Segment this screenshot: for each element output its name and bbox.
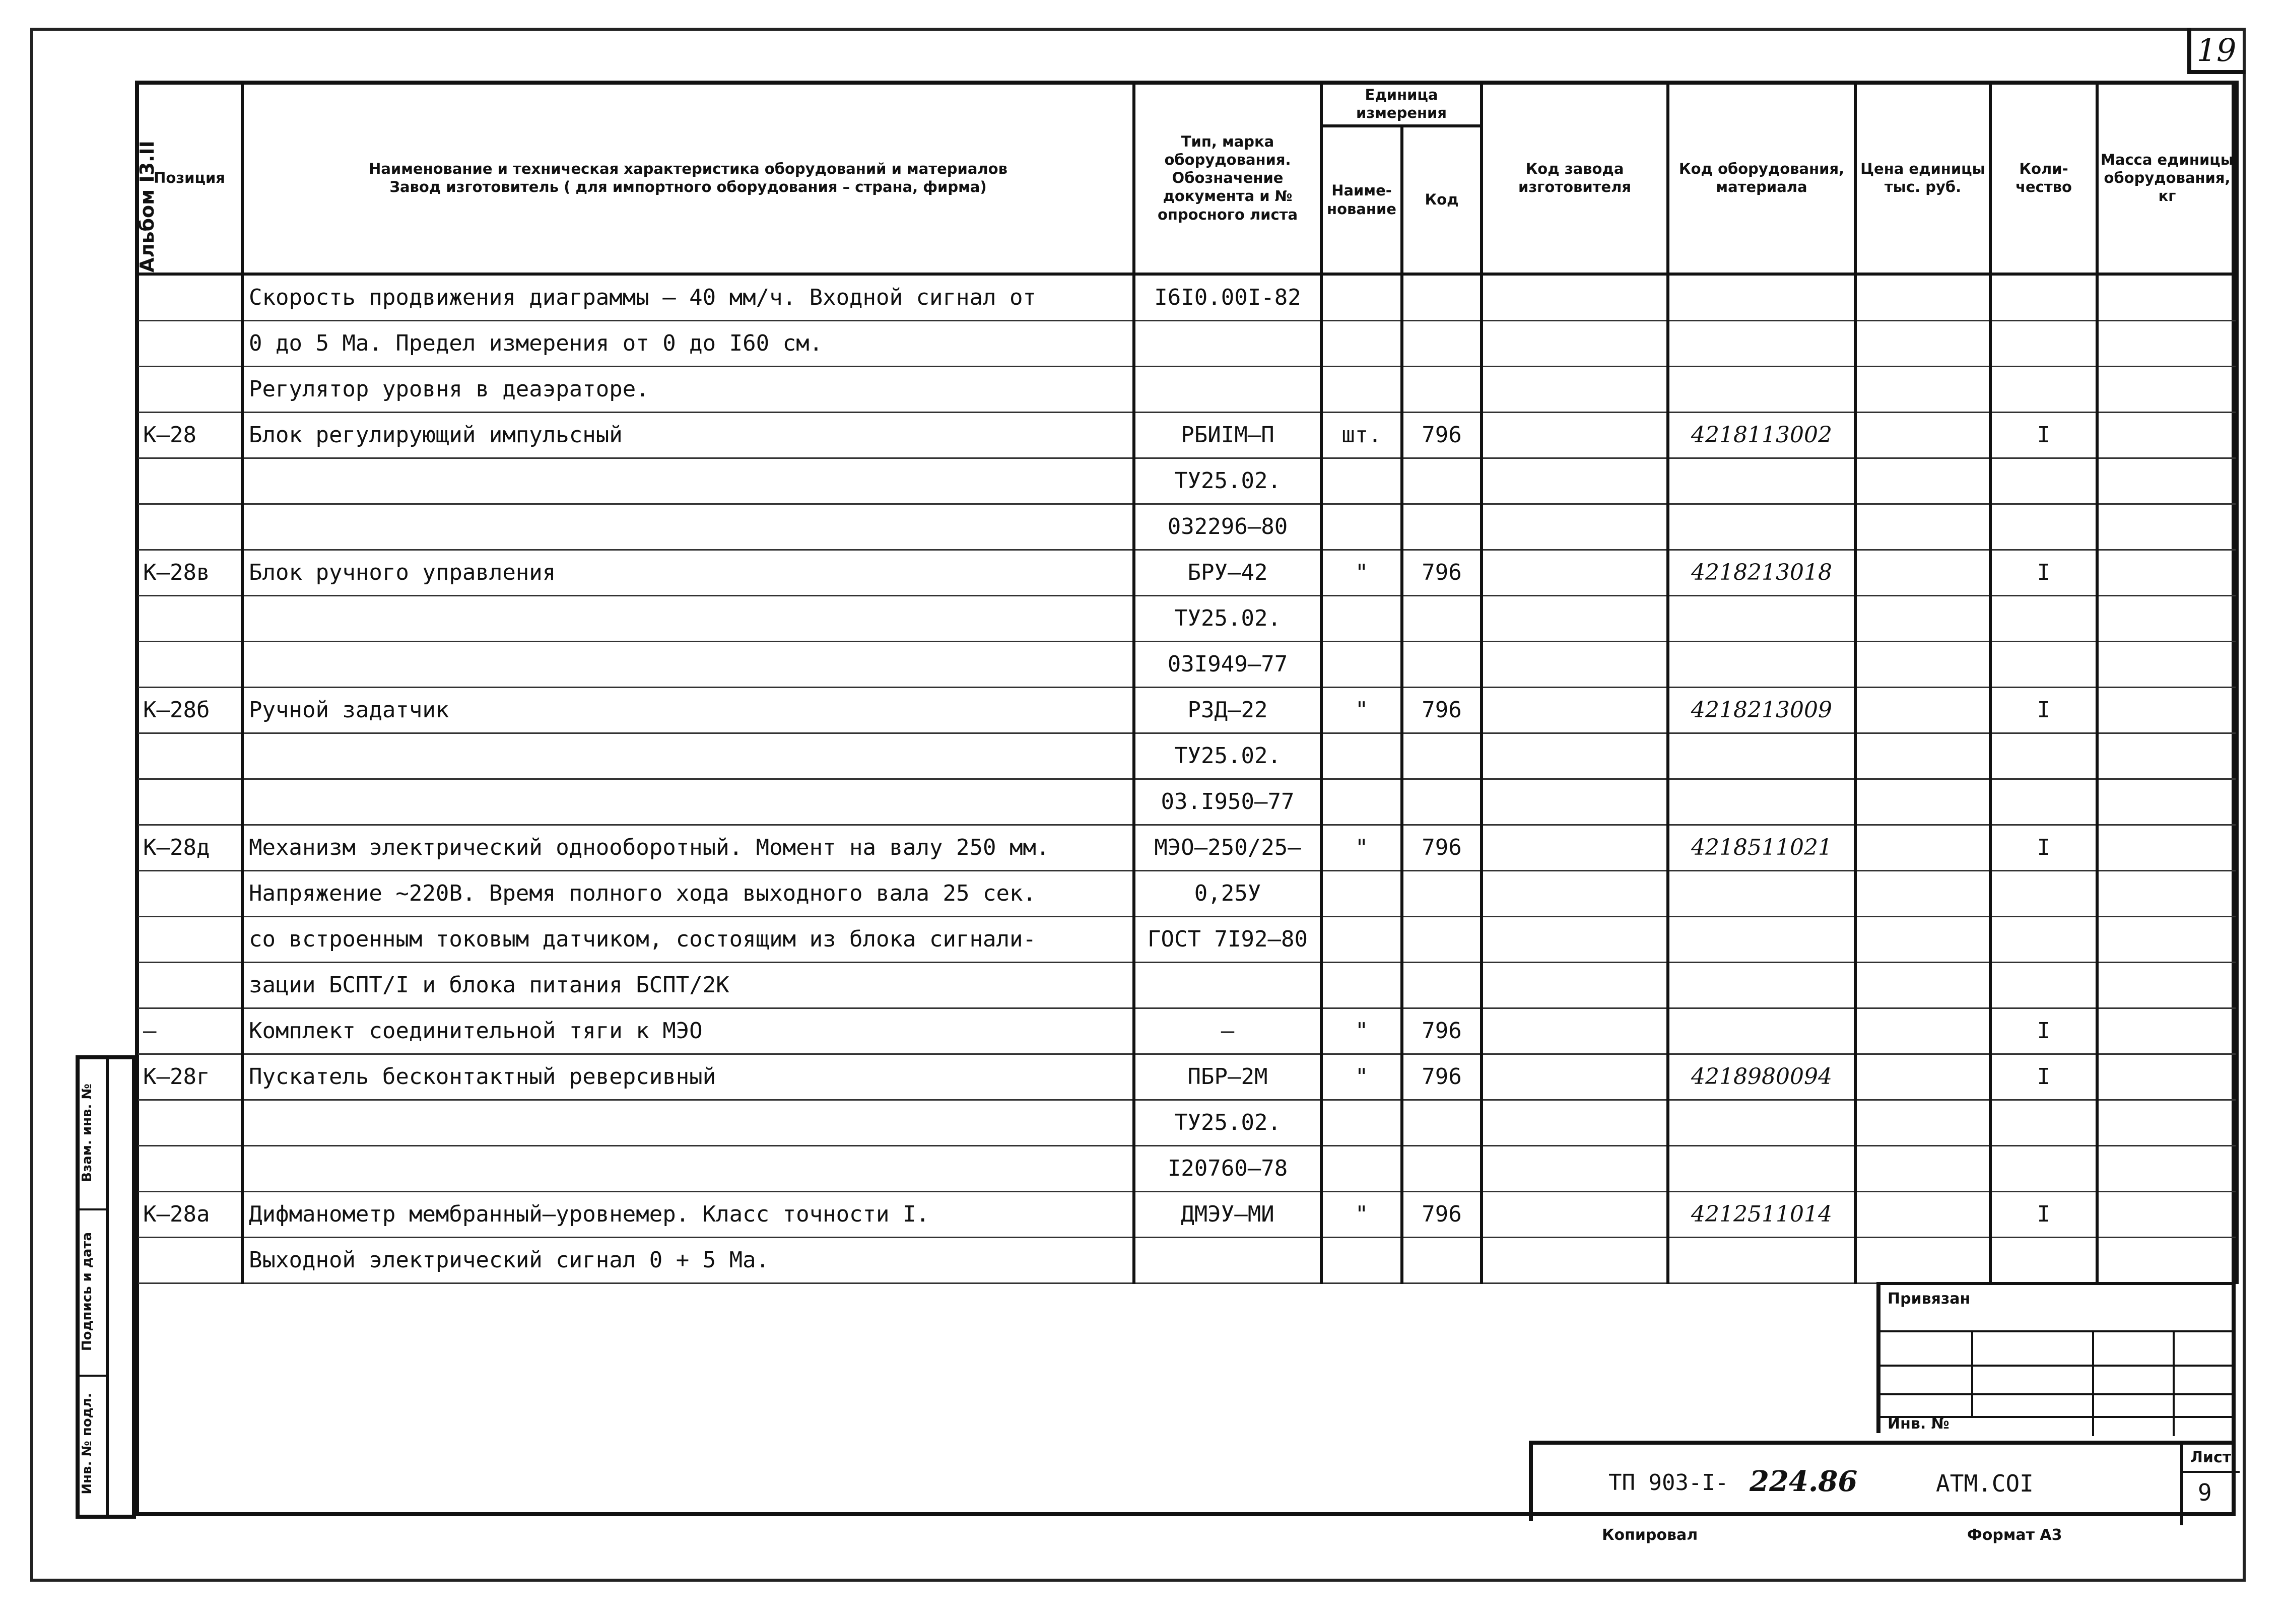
table-row [137,1145,2237,1191]
equipment-code-cell [1668,779,1855,825]
side-cell-podpis [80,1210,106,1377]
factory-code-cell [1482,1237,1668,1283]
name-cell: Блок регулирующий импульсный [242,412,1134,458]
price-cell [1855,1100,1990,1145]
album-label: Альбом I3.II [136,141,158,273]
header-price: Цена единицы тыс. руб. [1855,82,1990,274]
unit-code-cell: 796 [1402,1054,1482,1100]
quantity-cell: I [1990,825,2097,870]
list-number: 9 [2198,1479,2212,1506]
name-cell: Блок ручного управления [242,550,1134,595]
name-cell: Пускатель бесконтактный реверсивный [242,1054,1134,1100]
binding-vline-2 [2092,1330,2094,1436]
type-cell: – [1134,1008,1321,1054]
mass-cell [2097,1145,2237,1191]
price-cell [1855,595,1990,641]
quantity-cell [1990,1100,2097,1145]
doc-code: АТМ.COI [1936,1470,2034,1497]
unit-name-cell [1321,779,1402,825]
factory-code-cell [1482,962,1668,1008]
mass-cell [2097,458,2237,504]
table-row [137,504,2237,550]
unit-name-cell: " [1321,687,1402,733]
equipment-code-cell: 4218511021 [1668,825,1855,870]
type-cell: 032296–80 [1134,504,1321,550]
quantity-cell [1990,916,2097,962]
price-cell [1855,1191,1990,1237]
unit-code-cell [1402,320,1482,366]
factory-code-cell [1482,504,1668,550]
header-position: Позиция [137,82,242,274]
table-row [137,687,2237,733]
price-cell [1855,1054,1990,1100]
doc-number: 224.86 [1750,1465,1858,1498]
equipment-code-cell [1668,641,1855,687]
unit-code-cell: 796 [1402,687,1482,733]
position-cell [137,320,242,366]
equipment-code-cell [1668,320,1855,366]
binding-hline-3 [1880,1393,2236,1395]
equipment-code-cell: 4218213009 [1668,687,1855,733]
factory-code-cell [1482,1100,1668,1145]
equipment-code-cell [1668,458,1855,504]
name-cell: Скорость продвижения диаграммы – 40 мм/ч. Входной сигнал от [242,274,1134,321]
name-cell: Выходной электрический сигнал 0 + 5 Ма. [242,1237,1134,1283]
name-cell [242,733,1134,779]
unit-code-cell [1402,1237,1482,1283]
position-cell [137,1100,242,1145]
price-cell [1855,779,1990,825]
factory-code-cell [1482,458,1668,504]
quantity-cell [1990,458,2097,504]
unit-code-cell [1402,779,1482,825]
price-cell [1855,962,1990,1008]
type-cell: 03I949–77 [1134,641,1321,687]
equipment-code-cell [1668,1145,1855,1191]
position-cell [137,779,242,825]
factory-code-cell [1482,1008,1668,1054]
format-label: Формат А3 [1967,1526,2062,1544]
equipment-code-cell: 4218980094 [1668,1054,1855,1100]
header-mass: Масса единицы оборудования, кг [2097,82,2237,274]
unit-name-cell [1321,962,1402,1008]
unit-code-cell [1402,274,1482,321]
quantity-cell [1990,274,2097,321]
equipment-code-cell [1668,595,1855,641]
quantity-cell: I [1990,687,2097,733]
unit-code-cell [1402,1145,1482,1191]
price-cell [1855,458,1990,504]
binding-vline-3 [2173,1330,2175,1436]
name-cell [242,779,1134,825]
name-cell: Дифманометр мембранный–уровнемер. Класс точности I. [242,1191,1134,1237]
table-row [137,550,2237,595]
quantity-cell [1990,504,2097,550]
type-cell: БРУ–42 [1134,550,1321,595]
header-unit-group: Единица измерения [1321,82,1482,126]
unit-code-cell: 796 [1402,1008,1482,1054]
name-cell: Напряжение ~220В. Время полного хода выходного вала 25 сек. [242,870,1134,916]
table-row [137,1054,2237,1100]
unit-name-cell: " [1321,550,1402,595]
binding-vline-1 [1971,1330,1973,1416]
equipment-code-cell [1668,870,1855,916]
mass-cell [2097,962,2237,1008]
name-cell: со встроенным токовым датчиком, состоящим из блока сигнали- [242,916,1134,962]
copied-label: Копировал [1602,1526,1698,1544]
table-row [137,595,2237,641]
mass-cell [2097,641,2237,687]
name-cell: Регулятор уровня в деаэраторе. [242,366,1134,412]
binding-hline-2 [1880,1365,2236,1367]
unit-code-cell: 796 [1402,550,1482,595]
position-cell [137,733,242,779]
doc-prefix: ТП 903-I- [1608,1470,1729,1496]
table-row [137,870,2237,916]
table-row [137,825,2237,870]
unit-code-cell [1402,733,1482,779]
main-stamp [1529,1441,2236,1521]
name-cell: Ручной задатчик [242,687,1134,733]
mass-cell [2097,1054,2237,1100]
equipment-code-cell [1668,366,1855,412]
name-cell: Механизм электрический однооборотный. Момент на валу 250 мм. [242,825,1134,870]
header-name-line1: Наименование и техническая характеристика оборудований и материалов [369,160,1007,177]
equipment-code-cell: 4218213018 [1668,550,1855,595]
name-cell: зации БСПТ/I и блока питания БСПТ/2К [242,962,1134,1008]
header-quantity: Коли- чество [1990,82,2097,274]
equipment-code-cell: 4218113002 [1668,412,1855,458]
binding-hline-1 [1880,1330,2236,1332]
side-divider [106,1059,109,1515]
mass-cell [2097,733,2237,779]
factory-code-cell [1482,1145,1668,1191]
header-factory-code: Код завода изготовителя [1482,82,1668,274]
side-label-inv: Инв. № подл. [80,1393,95,1495]
position-cell [137,870,242,916]
unit-code-cell [1402,595,1482,641]
inv-no-label: Инв. № [1888,1415,1950,1433]
type-cell [1134,1237,1321,1283]
position-cell [137,1237,242,1283]
price-cell [1855,916,1990,962]
factory-code-cell [1482,366,1668,412]
header-type: Тип, марка оборудования. Обозначение документа и № опросного листа [1134,82,1321,274]
table-row [137,641,2237,687]
quantity-cell [1990,595,2097,641]
type-cell: ГОСТ 7I92–80 [1134,916,1321,962]
header-unit-code: Код [1402,126,1482,274]
quantity-cell: I [1990,1191,2097,1237]
binding-box [1876,1282,2236,1433]
side-stamp [76,1055,136,1519]
header-equipment-code: Код оборудования, материала [1668,82,1855,274]
table-row [137,962,2237,1008]
table-row [137,733,2237,779]
stamp-hline [2180,1471,2240,1473]
unit-name-cell: " [1321,1008,1402,1054]
quantity-cell [1990,870,2097,916]
unit-name-cell [1321,1237,1402,1283]
position-cell: К–28 [137,412,242,458]
equipment-code-cell [1668,916,1855,962]
side-label-vzam: Взам. инв. № [80,1084,95,1182]
table-row [137,412,2237,458]
price-cell [1855,412,1990,458]
unit-name-cell: " [1321,1054,1402,1100]
quantity-cell [1990,962,2097,1008]
type-cell: РБИIМ–П [1134,412,1321,458]
position-cell: К–28в [137,550,242,595]
list-label: Лист [2190,1449,2232,1466]
mass-cell [2097,916,2237,962]
binding-label: Привязан [1888,1290,1971,1308]
mass-cell [2097,825,2237,870]
factory-code-cell [1482,687,1668,733]
equipment-code-cell [1668,1100,1855,1145]
price-cell [1855,825,1990,870]
table-row [137,1237,2237,1283]
equipment-code-cell [1668,274,1855,321]
price-cell [1855,733,1990,779]
type-cell: 0,25У [1134,870,1321,916]
position-cell: К–28д [137,825,242,870]
type-cell: ПБР–2М [1134,1054,1321,1100]
table-row [137,1191,2237,1237]
unit-code-cell [1402,962,1482,1008]
mass-cell [2097,550,2237,595]
quantity-cell: I [1990,412,2097,458]
mass-cell [2097,366,2237,412]
type-cell: РЗД–22 [1134,687,1321,733]
position-cell: К–28б [137,687,242,733]
table-row [137,366,2237,412]
factory-code-cell [1482,595,1668,641]
mass-cell [2097,1100,2237,1145]
factory-code-cell [1482,1191,1668,1237]
name-cell [242,641,1134,687]
price-cell [1855,687,1990,733]
equipment-code-cell [1668,504,1855,550]
unit-name-cell [1321,1100,1402,1145]
equipment-code-cell: 4212511014 [1668,1191,1855,1237]
mass-cell [2097,274,2237,321]
sheet-number: 19 [2196,32,2237,69]
name-cell [242,504,1134,550]
position-cell [137,595,242,641]
name-cell [242,595,1134,641]
equipment-code-cell [1668,962,1855,1008]
table-row [137,274,2237,321]
quantity-cell [1990,641,2097,687]
price-cell [1855,1237,1990,1283]
table-row [137,916,2237,962]
price-cell [1855,274,1990,321]
equipment-code-cell [1668,733,1855,779]
mass-cell [2097,1237,2237,1283]
quantity-cell [1990,733,2097,779]
quantity-cell [1990,1145,2097,1191]
mass-cell [2097,412,2237,458]
table-row [137,779,2237,825]
header-row-1 [137,82,2237,126]
unit-code-cell [1402,870,1482,916]
unit-name-cell: " [1321,825,1402,870]
unit-name-cell [1321,595,1402,641]
name-cell: 0 до 5 Ма. Предел измерения от 0 до I60 см. [242,320,1134,366]
name-cell [242,458,1134,504]
price-cell [1855,504,1990,550]
factory-code-cell [1482,550,1668,595]
type-cell: МЭО–250/25– [1134,825,1321,870]
header-name [242,82,1134,274]
unit-code-cell [1402,1100,1482,1145]
position-cell [137,274,242,321]
type-cell [1134,366,1321,412]
factory-code-cell [1482,870,1668,916]
unit-code-cell: 796 [1402,825,1482,870]
price-cell [1855,1145,1990,1191]
equipment-code-cell [1668,1237,1855,1283]
position-cell [137,504,242,550]
factory-code-cell [1482,412,1668,458]
unit-name-cell [1321,641,1402,687]
mass-cell [2097,1008,2237,1054]
position-cell [137,962,242,1008]
table-row [137,1100,2237,1145]
unit-code-cell: 796 [1402,412,1482,458]
type-cell [1134,320,1321,366]
position-cell: К–28а [137,1191,242,1237]
type-cell: ТУ25.02. [1134,458,1321,504]
header-unit-name: Наиме- нование [1321,126,1402,274]
unit-code-cell [1402,366,1482,412]
factory-code-cell [1482,274,1668,321]
quantity-cell: I [1990,1054,2097,1100]
side-label-podpis: Подпись и дата [80,1232,95,1351]
unit-code-cell [1402,641,1482,687]
price-cell [1855,366,1990,412]
name-cell [242,1145,1134,1191]
unit-name-cell [1321,274,1402,321]
unit-code-cell [1402,504,1482,550]
type-cell: I20760–78 [1134,1145,1321,1191]
table-row [137,320,2237,366]
quantity-cell [1990,320,2097,366]
mass-cell [2097,504,2237,550]
unit-name-cell: " [1321,1191,1402,1237]
unit-name-cell [1321,366,1402,412]
unit-name-cell [1321,870,1402,916]
factory-code-cell [1482,320,1668,366]
position-cell: К–28г [137,1054,242,1100]
name-cell [242,1100,1134,1145]
unit-name-cell [1321,320,1402,366]
quantity-cell [1990,366,2097,412]
unit-name-cell: шт. [1321,412,1402,458]
table-body [137,274,2237,1283]
unit-name-cell [1321,504,1402,550]
stamp-vline [2180,1445,2183,1525]
position-cell [137,916,242,962]
mass-cell [2097,687,2237,733]
price-cell [1855,320,1990,366]
factory-code-cell [1482,779,1668,825]
mass-cell [2097,595,2237,641]
type-cell: ТУ25.02. [1134,733,1321,779]
specification-table [135,81,2239,1284]
unit-name-cell [1321,458,1402,504]
side-cell-vzam [80,1059,106,1210]
price-cell [1855,550,1990,595]
side-cell-inv [80,1377,106,1515]
type-cell: 03.I950–77 [1134,779,1321,825]
position-cell [137,458,242,504]
factory-code-cell [1482,1054,1668,1100]
unit-name-cell [1321,733,1402,779]
mass-cell [2097,1191,2237,1237]
name-cell: Комплект соединительной тяги к МЭО [242,1008,1134,1054]
position-cell [137,366,242,412]
factory-code-cell [1482,733,1668,779]
price-cell [1855,641,1990,687]
price-cell [1855,1008,1990,1054]
type-cell: ТУ25.02. [1134,595,1321,641]
factory-code-cell [1482,825,1668,870]
table-row [137,458,2237,504]
unit-code-cell: 796 [1402,1191,1482,1237]
unit-name-cell [1321,916,1402,962]
position-cell [137,1145,242,1191]
type-cell: ТУ25.02. [1134,1100,1321,1145]
unit-code-cell [1402,916,1482,962]
quantity-cell [1990,779,2097,825]
mass-cell [2097,320,2237,366]
unit-code-cell [1402,458,1482,504]
header-name-line2: Завод изготовитель ( для импортного оборудования – страна, фирма) [389,178,987,196]
factory-code-cell [1482,916,1668,962]
mass-cell [2097,779,2237,825]
table-row [137,1008,2237,1054]
unit-name-cell [1321,1145,1402,1191]
price-cell [1855,870,1990,916]
type-cell: I6I0.00I-82 [1134,274,1321,321]
position-cell: – [137,1008,242,1054]
type-cell: ДМЭУ–МИ [1134,1191,1321,1237]
quantity-cell: I [1990,550,2097,595]
position-cell [137,641,242,687]
factory-code-cell [1482,641,1668,687]
quantity-cell: I [1990,1008,2097,1054]
mass-cell [2097,870,2237,916]
equipment-code-cell [1668,1008,1855,1054]
quantity-cell [1990,1237,2097,1283]
type-cell [1134,962,1321,1008]
